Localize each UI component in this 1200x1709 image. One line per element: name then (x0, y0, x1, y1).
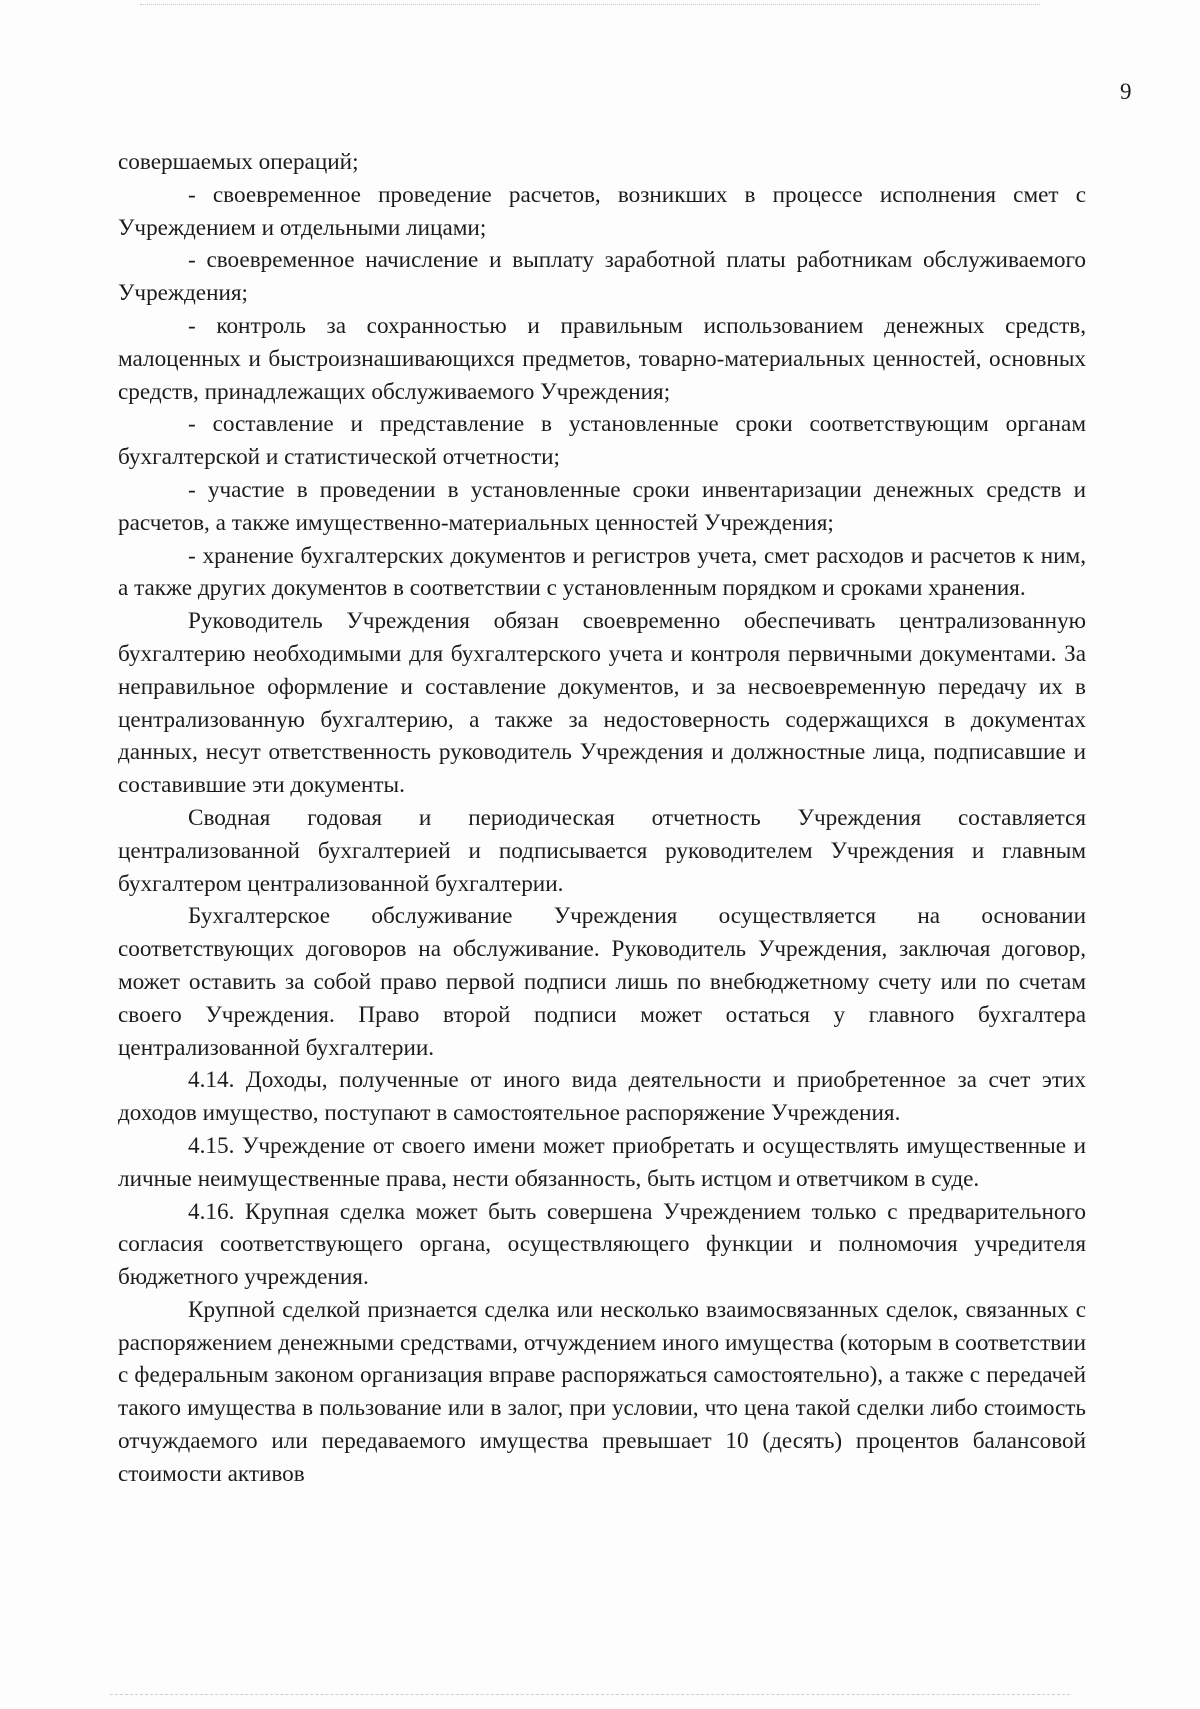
scan-edge-bottom (110, 1694, 1070, 1697)
paragraph: Крупной сделкой признается сделка или несколько взаимосвязанных сделок, связанных с распоряжением денежными средствами, отчуждением иного имущества (которым в соответствии с федеральным законом организация вправе распоряжаться самостоятельно), а также с передачей такого имущества в пользование или в залог, при условии, что цена такой сделки либо стоимость отчуждаемого или передаваемого имущества превышает 10 (десять) процентов балансовой стоимости активов (118, 1296, 1086, 1487)
paragraph: Руководитель Учреждения обязан своевременно обеспечивать централизованную бухгалтерию необходимыми для бухгалтерского учета и контроля первичными документами. За неправильное оформление и составление документов, и за несвоевременную передачу их в централизованную бухгалтерию, а также за недостоверность содержащихся в документах данных, несут ответственность руководитель Учреждения и должностные лица, подписавшие и составившие эти документы. (118, 608, 1086, 799)
paragraph: - участие в проведении в установленные сроки инвентаризации денежных средств и расчетов, а также имущественно-материальных ценностей Учреждения; (118, 476, 1086, 536)
document-body (118, 146, 1086, 1491)
scan-edge-top (140, 4, 1040, 7)
paragraph: - своевременное начисление и выплату заработной платы работникам обслуживаемого Учреждения; (118, 247, 1086, 307)
paragraph: - своевременное проведение расчетов, возникших в процессе исполнения смет с Учреждением и отдельными лицами; (118, 181, 1086, 241)
paragraph: 4.16. Крупная сделка может быть совершена Учреждением только с предварительного согласия соответствующего органа, осуществляющего функции и полномочия учредителя бюджетного учреждения. (118, 1198, 1086, 1291)
paragraph: совершаемых операций; (118, 149, 359, 175)
page-number: 9 (1120, 79, 1132, 104)
paragraph: Сводная годовая и периодическая отчетность Учреждения составляется централизованной бухгалтерией и подписывается руководителем Учреждения и главным бухгалтером централизованной бухгалтерии. (118, 804, 1086, 897)
paragraph: - контроль за сохранностью и правильным использованием денежных средств, малоценных и быстроизнашивающихся предметов, товарно-материальных ценностей, основных средств, принадлежащих обслуживаемого Учреждения; (118, 312, 1086, 405)
paragraph: 4.14. Доходы, полученные от иного вида деятельности и приобретенное за счет этих доходов имущество, поступают в самостоятельное распоряжение Учреждения. (118, 1067, 1086, 1127)
paragraph: - хранение бухгалтерских документов и регистров учета, смет расходов и расчетов к ним, а также других документов в соответствии с установленным порядком и сроками хранения. (118, 542, 1086, 602)
paragraph: Бухгалтерское обслуживание Учреждения осуществляется на основании соответствующих договоров на обслуживание. Руководитель Учреждения, заключая договор, может оставить за собой право первой подписи лишь по внебюджетному счету или по счетам своего Учреждения. Право второй подписи может остаться у главного бухгалтера централизованной бухгалтерии. (118, 903, 1086, 1061)
paragraph: - составление и представление в установленные сроки соответствующим органам бухгалтерской и статистической отчетности; (118, 411, 1086, 471)
paragraph: 4.15. Учреждение от своего имени может приобретать и осуществлять имущественные и личные неимущественные права, нести обязанность, быть истцом и ответчиком в суде. (118, 1132, 1086, 1192)
